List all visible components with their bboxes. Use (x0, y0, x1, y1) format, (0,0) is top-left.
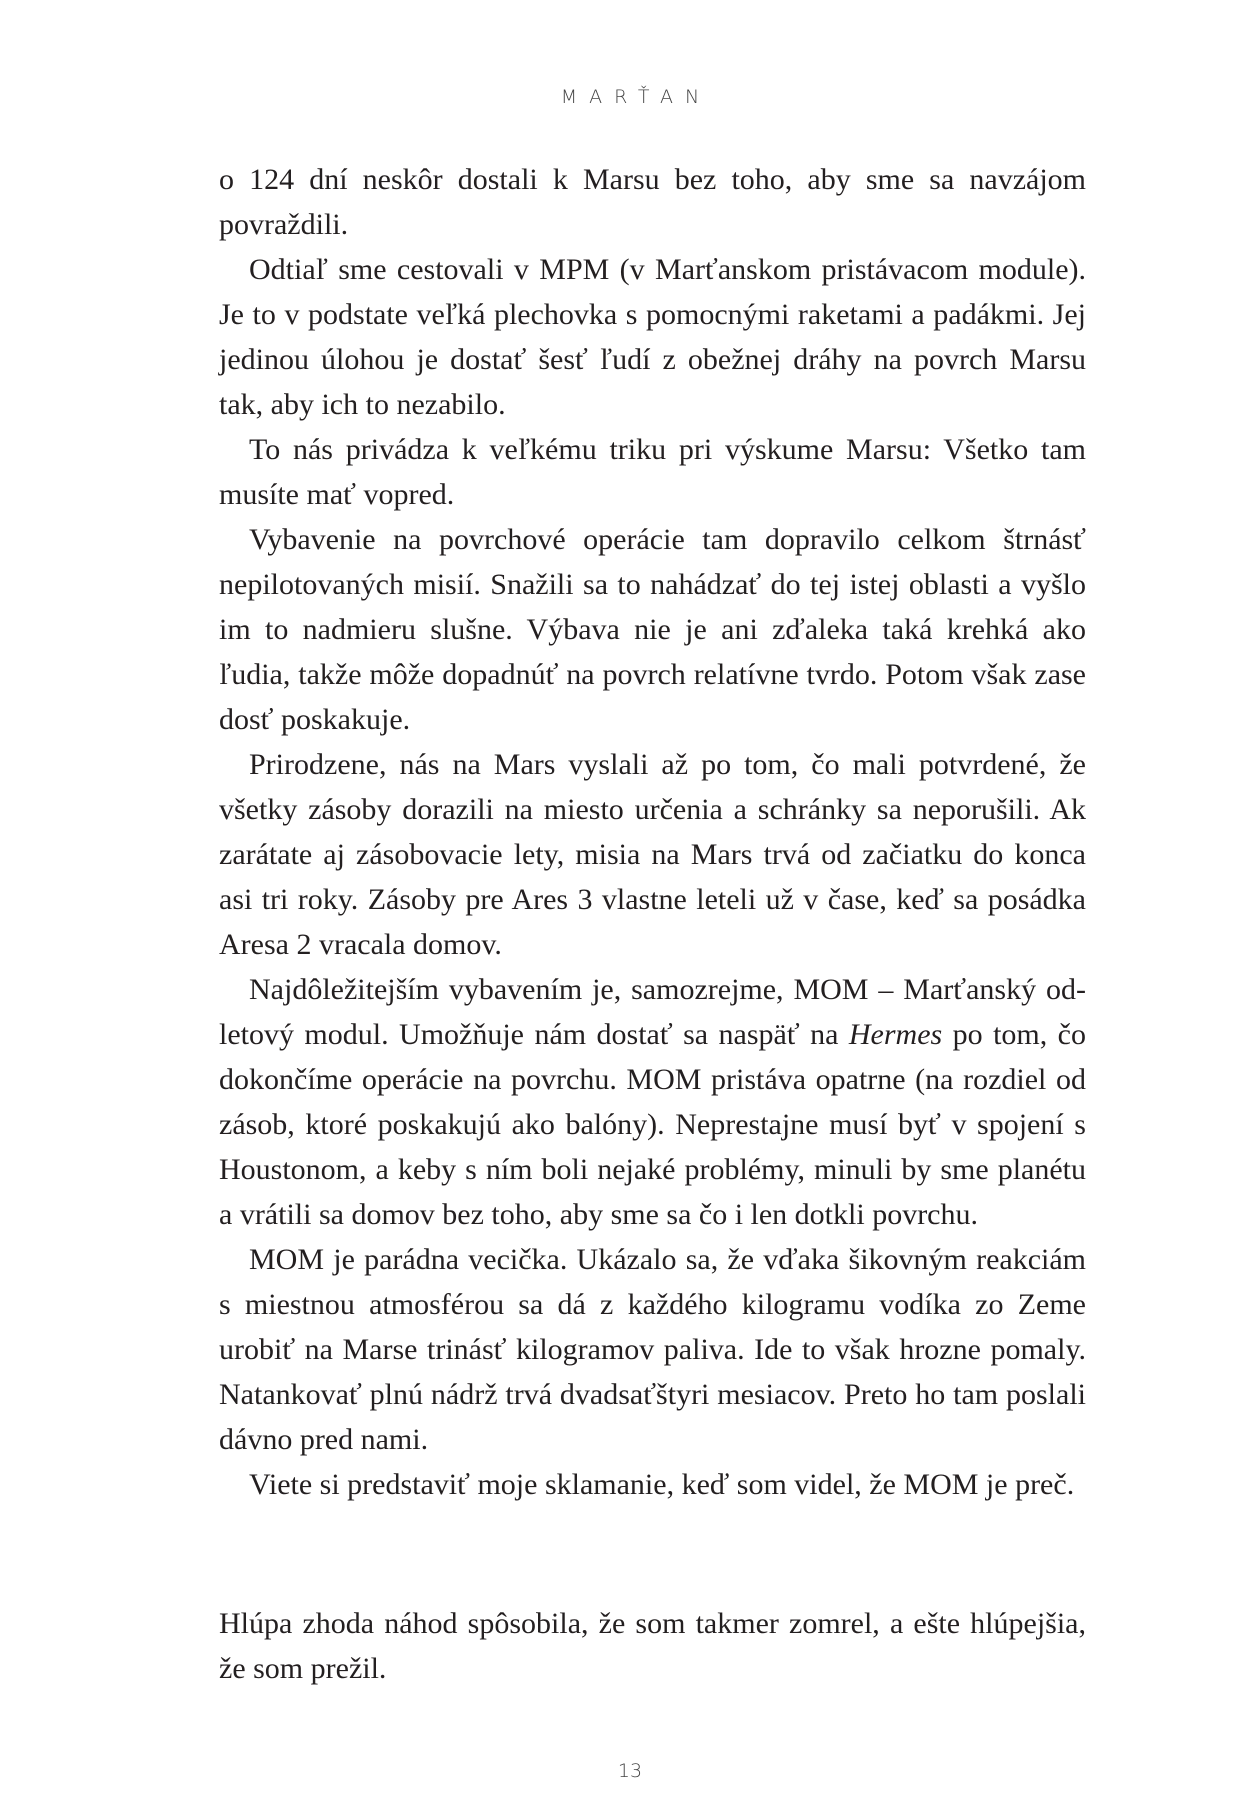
section-opening (219, 1601, 1086, 1691)
running-head-title: MARŤAN (560, 86, 712, 108)
italic-ship-name: Hermes (848, 1018, 943, 1051)
paragraph (219, 967, 1086, 1237)
paragraph: MOM je parádna vecička. Ukázalo sa, že vďaka šikovným reakciám s miestnou atmosférou sa dá z každého kilogramu vodíka zo Zeme urobiť na Marse trinásť kilogramov paliva. Ide to však hrozne pomaly. Natankovať plnú nádrž trvá dvadsaťštyri mesiacov. Preto ho tam poslali dávno pred nami. (219, 1243, 1086, 1456)
paragraph-text: po tom, čo dokončíme operácie na povrchu. MOM pristáva opatrne (na rozdiel od zásob, ktoré poskakujú ako balóny). Neprestajne musí byť v spojení s Houstonom, a keby s ním boli nejaké problémy, minuli by sme planétu a vrátili sa domov bez toho, aby sme sa čo i len dotkli povrchu. (219, 1018, 1086, 1231)
body-text (219, 157, 1086, 1507)
paragraph: Odtiaľ sme cestovali v MPM (v Marťanskom pristávacom module). Je to v podstate veľká plechovka s pomocnými raketami a padákmi. Jej jedinou úlohou je dostať šesť ľudí z obežnej dráhy na povrch Marsu tak, aby ich to nezabilo. (219, 253, 1086, 421)
paragraph: Hlúpa zhoda náhod spôsobila, že som takmer zomrel, a ešte hlúpejšia, že som prežil. (219, 1607, 1086, 1685)
paragraph: Viete si predstaviť moje sklamanie, keď som videl, že MOM je preč. (249, 1468, 1075, 1501)
paragraph: Vybavenie na povrchové operácie tam dopravilo celkom štrnásť nepilotovaných misií. Snažili sa to nahádzať do tej istej oblasti a vyšlo im to nadmieru slušne. Výbava nie je ani zďaleka taká krehká ako ľudia, takže môže dopadnúť na povrch relatívne tvrdo. Potom však zase dosť poskakuje. (219, 523, 1086, 736)
page-number: 13 (617, 1760, 643, 1782)
paragraph-text: Najdôležitejším vybavením je, samozrejme, MOM – Marťanský odletový modul. Umožňuje nám dostať sa naspäť na (219, 973, 1086, 1051)
paragraph: o 124 dní neskôr dostali k Marsu bez toho, aby sme sa navzájom povraždili. (219, 163, 1086, 241)
paragraph: To nás privádza k veľkému triku pri výskume Marsu: Všetko tam musíte mať vopred. (219, 433, 1086, 511)
paragraph: Prirodzene, nás na Mars vyslali až po tom, čo mali potvrdené, že všetky zásoby dorazili na miesto určenia a schránky sa neporušili. Ak zarátate aj zásobovacie lety, misia na Mars trvá od začiatku do konca asi tri roky. Zásoby pre Ares 3 vlastne leteli už v čase, keď sa posádka Aresa 2 vracala domov. (219, 748, 1086, 961)
